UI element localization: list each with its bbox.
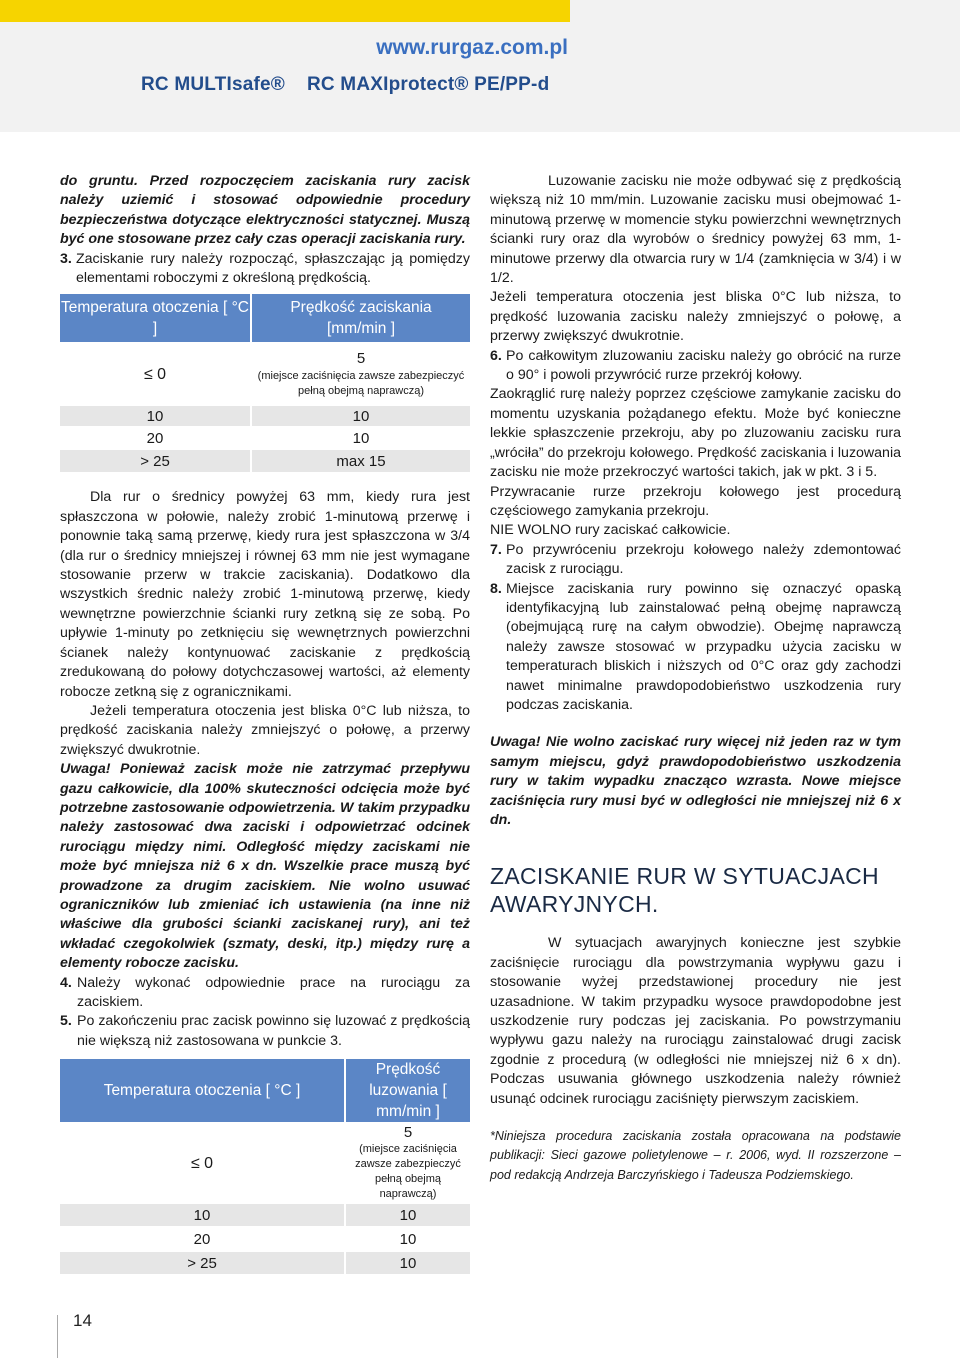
step-text: Po zakończeniu prac zacisk powinno się luzować z prędkością nie większą niż zastosowana w punkcie 3. xyxy=(77,1013,470,1049)
right-paragraph-temperature: Jeżeli temperatura otoczenia jest bliska 0°C lub niższa, to prędkość luzowania zacisku należy zmniejszyć o połowę, a przerwy zwiększyć dwukrotnie. xyxy=(490,289,901,345)
table2-header-speed: Prędkość luzowania [ mm/min ] xyxy=(346,1059,470,1122)
release-speed-table xyxy=(58,1057,472,1276)
table2-cell xyxy=(346,1124,470,1202)
table1-cell: 10 xyxy=(252,406,470,426)
right-column xyxy=(490,172,901,1185)
right-paragraph-prohibition: NIE WOLNO rury zaciskać całkowicie. xyxy=(490,522,731,539)
clamping-speed-table xyxy=(58,292,472,474)
step-text: Miejsce zaciskania rury powinno się oznaczyć opaską identyfikacyjną lub zainstalować pełną obejmę naprawczą (obejmującą rurę na całym obwodzie). Obejmę naprawczą należy zawsze stosować w przypadku użycia zacisku w temperaturach bliskich i niższych od 0°C oraz gdy zachodzi nawet minimalne prawdopodobieństwo uszkodzenia rury podczas zaciskania. xyxy=(506,580,901,713)
step-number: 6. xyxy=(490,347,502,364)
step-7 xyxy=(490,541,901,580)
table2-cell: 10 xyxy=(346,1228,470,1250)
step-number: 5. xyxy=(60,1013,72,1030)
right-paragraph-restore: Przywracanie rurze przekroju kołowego jest procedurą częściowego zamykania przekroju. xyxy=(490,483,901,519)
table2-note: (miejsce zaciśnięcia zawsze zabezpieczyć pełną obejmą naprawczą) xyxy=(355,1143,461,1201)
table1-cell: 10 xyxy=(60,406,250,426)
right-paragraph-emergency: W sytuacjach awaryjnych konieczne jest szybkie zaciśnięcie rurociągu dla powstrzymania wypływu gazu i stosowanie wyżej przedstawionej procedury nie jest uzasadnione. W takim przypadku wysoce prawdopodobne jest uszkodzenie rury podczas jej zaciskania. Po powstrzymaniu wypływu gazu należy na rurociągu zainstalować drugi zacisk zgodnie z procedurą (w odległości nie mniejszej niż 6 x dn). Podczas usuwania głównego uszkodzenia należy również usunąć odcinek rurociągu zaciśnięty pierwszym zaciskiem. xyxy=(490,935,901,1107)
page-header xyxy=(0,0,960,132)
table1-cell xyxy=(252,344,470,404)
table2-cell: ≤ 0 xyxy=(60,1124,344,1202)
left-intro-warning: do gruntu. Przed rozpoczęciem zaciskania rury zacisk należy uziemić i stosować odpowiednie procedury bezpieczeństwa dotyczące elektryczności statycznej. Muszą być one stosowane przez cały czas operacji zaciskania rury. xyxy=(60,173,470,248)
product-multisafe: RC MULTIsafe® xyxy=(141,74,285,95)
table1-cell: max 15 xyxy=(252,450,470,472)
left-column xyxy=(60,172,470,1276)
table2-value: 5 xyxy=(403,1124,413,1142)
step-5 xyxy=(60,1012,470,1051)
section-heading-emergency: ZACISKANIE RUR W SYTUACJACH AWARYJNYCH. xyxy=(490,863,879,918)
table2-header-temperature: Temperatura otoczenia [ °C ] xyxy=(60,1059,344,1122)
table1-cell: ≤ 0 xyxy=(60,344,250,404)
left-paragraph-pauses: Dla rur o średnicy powyżej 63 mm, kiedy rura jest spłaszczona w połowie, należy zrobić 1-minutową przerwę i ponownie taką samą przerwę, kiedy rura jest spłaszczona w 3/4 (dla rur o średnicy mniejszej i równej 63 mm nie jest wymagane stosowanie przerw w trakcie zaciskania). Dodatkowo dla wszystkich średnic należy zrobić 1-minutową przerwę, kiedy wewnętrzne powierzchnie ścianki rury zetkną się ze sobą. Po upływie 1-minuty po zetknięciu się wewnętrznych powierzchni ścianek należy kontynuować zaciskanie z prędkością zredukowaną do połowy dotychczasowej wartości, aż elementy robocze zetkną się z ogranicznikami. xyxy=(60,489,470,700)
step-3 xyxy=(60,250,470,289)
table1-cell: > 25 xyxy=(60,450,250,472)
step-number: 7. xyxy=(490,541,502,558)
table2-cell: 10 xyxy=(346,1204,470,1226)
step-number: 4. xyxy=(60,974,72,991)
step-8 xyxy=(490,580,901,716)
website-url[interactable]: www.rurgaz.com.pl xyxy=(376,36,568,59)
step-text: Należy wykonać odpowiednie prace na rurociągu za zaciskiem. xyxy=(77,974,470,1010)
table1-value: 5 xyxy=(356,350,366,368)
left-warning: Uwaga! Ponieważ zacisk może nie zatrzymać przepływu gazu całkowicie, dla 100% skuteczności odcięcia może być potrzebne zastosowanie odpowietrzenia. W takim przypadku należy zastosować dwa zaciski i odpowietrzać odcinek rurociągu między nimi. Odległość między zaciskami nie może być mniejsza niż 6 x dn. Wszelkie prace muszą być prowadzone za drugim zaciskiem. Nie wolno usuwać ograniczników lub zmieniać ich ustawienia (na inne niż właściwe dla grubości ścianki zaciskanej rury), ani też wkładać czegokolwiek (szmaty, deski, itp.) między rurę a elementy robocze zacisku. xyxy=(60,761,470,972)
right-warning: Uwaga! Nie wolno zaciskać rury więcej niż jeden raz w tym samym miejscu, gdyż prawdopodobieństwo uszkodzenia rury w takim wypadku znacząco wzrasta. Nowe miejsce zaciśnięcia rury musi być w odległości nie mniejszej niż 6 x dn. xyxy=(490,734,901,828)
header-accent-bar xyxy=(0,0,570,22)
footnote: *Niniejsza procedura zaciskania została opracowana na podstawie publikacji: Sieci gazowe polietylenowe – r. 2006, wyd. II rozszerzone – pod redakcją Andrzeja Barczyńskiego i Tadeusza Podziemskiego. xyxy=(490,1129,901,1182)
table2-cell: 20 xyxy=(60,1228,344,1250)
table2-cell: > 25 xyxy=(60,1252,344,1274)
table1-header-temperature: Temperatura otoczenia [ °C ] xyxy=(60,294,250,342)
step-6 xyxy=(490,347,901,386)
table2-cell: 10 xyxy=(60,1204,344,1226)
step-text: Po całkowitym zluzowaniu zacisku należy go obrócić na rurze o 90° i powoli przywrócić rurze przekrój kołowy. xyxy=(506,347,901,384)
table1-cell: 20 xyxy=(60,428,250,448)
table1-cell: 10 xyxy=(252,428,470,448)
step-text: Zaciskanie rury należy rozpocząć, spłaszczając ją pomiędzy elementami roboczymi z określoną prędkością. xyxy=(76,250,470,287)
step-text: Po przywróceniu przekroju kołowego należy zdemontować zacisk z rurociągu. xyxy=(506,541,901,578)
page-number-divider xyxy=(57,1315,58,1358)
right-paragraph-release: Luzowanie zacisku nie może odbywać się z prędkością większą niż 10 mm/min. Luzowanie zacisku musi obejmować 1-minutową przerwę w momencie styku powierzchni wewnętrznych ścianki rury oraz dla wyrobów o średnicy powyżej 63 mm, 1-minutowe przerwy dla otwarcia rury w 1/4 (zamknięcia w 3/4) i w 1/2. xyxy=(490,173,901,287)
table1-note: (miejsce zaciśnięcia zawsze zabezpieczyć pełną obejmą naprawczą) xyxy=(257,370,465,398)
step-number: 3. xyxy=(60,250,72,267)
left-paragraph-temperature: Jeżeli temperatura otoczenia jest bliska 0°C lub niższa, to prędkość zaciskania należy zmniejszyć o połowę, a przerwy zwiększyć dwukrotnie. xyxy=(60,702,470,758)
product-maxiprotect: RC MAXIprotect® PE/PP-d xyxy=(306,74,550,95)
product-names xyxy=(141,74,571,96)
step-number: 8. xyxy=(490,580,502,597)
table2-cell: 10 xyxy=(346,1252,470,1274)
right-paragraph-rounding: Zaokrąglić rurę należy poprzez częściowe zamykanie zacisku do momentu uzyskania pożądanego efektu. Może być konieczne lekkie spłaszczenie przekroju, aby po zluzowaniu zacisku rura „wróciła” do przekroju kołowego. Prędkość zaciskania i luzowania zacisku nie może przekroczyć wartości takich, jak w pkt. 3 i 5. xyxy=(490,386,901,481)
page-number: 14 xyxy=(73,1311,92,1330)
step-4 xyxy=(60,974,470,1013)
table1-header-speed: Prędkość zaciskania [mm/min ] xyxy=(252,294,470,342)
